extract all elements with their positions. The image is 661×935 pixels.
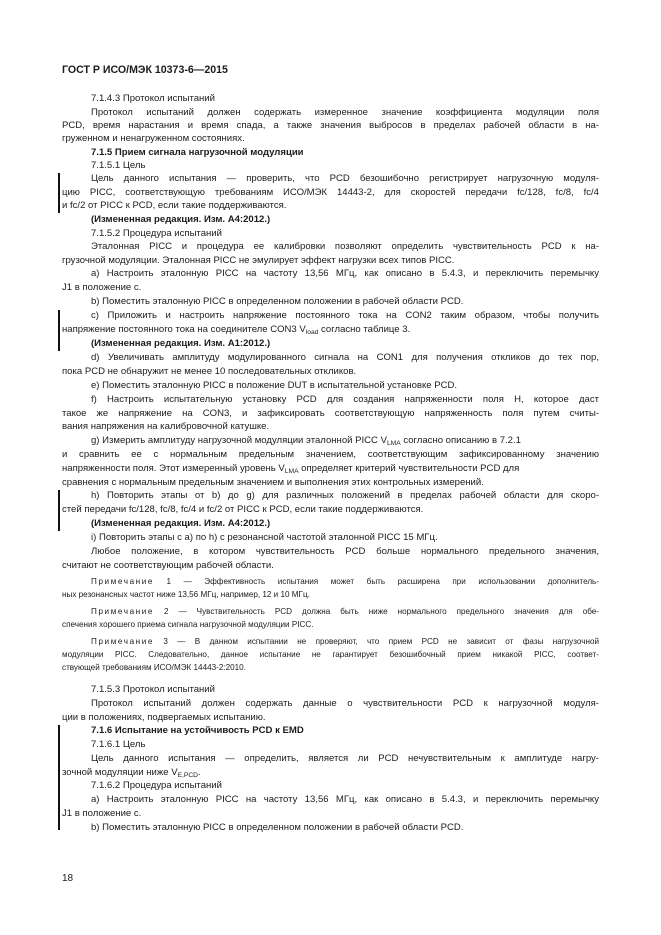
page-number: 18 [62, 873, 74, 884]
text-run: g) Измерить амплитуду нагрузочной модуляции эталонной PICC V [91, 435, 387, 446]
note-line [91, 636, 599, 647]
step-item: a) Настроить эталонную PICC на частоту 13,56 МГц, как описано в 5.4.3, и переключить перемычку [91, 794, 599, 805]
text-line: Цель данного испытания — определить, является ли PCD нечувствительным к амплитуде нагру- [91, 753, 599, 764]
step-item [91, 435, 521, 447]
text-line: и fc/2 от PICC к PCD, если такие поддерживаются. [62, 200, 287, 211]
text-run: зочной модуляции ниже V [62, 767, 178, 778]
note-line [91, 606, 599, 617]
text-line: PCD, время нарастания и время спада, а также значения выбросов в пределах рабочей области в на- [62, 120, 599, 131]
text-run: . [197, 767, 201, 778]
text-line: цию PICC, соответствующую требованиям ИСО/МЭК 14443-2, для скоростей передачи fc/128, fc/8, fc/4 [62, 187, 599, 198]
section-heading: 7.1.6.1 Цель [91, 739, 146, 750]
step-item: f) Настроить испытательную установку PCD для создания напряженности поля H, которое даст [91, 394, 599, 405]
step-item: b) Поместить эталонную PICC в определенном положении в рабочей области PCD. [91, 296, 464, 307]
step-item: i) Повторить этапы с a) по h) с резонансной частотой эталонной PICC 15 МГц. [91, 532, 438, 543]
note-line: спечения хорошего приема сигнала нагрузочной модуляции PICC. [62, 620, 314, 629]
text-run: 1 — Эффективность испытания может быть расширена при использовании дополнитель- [154, 577, 599, 586]
text-run: согласно таблице 3. [318, 324, 411, 335]
text-line: J1 в положение с. [62, 808, 142, 819]
section-heading: 7.1.5.3 Протокол испытаний [91, 684, 215, 695]
note-label: Примечание [91, 607, 155, 616]
document-header: ГОСТ Р ИСО/МЭК 10373-6—2015 [62, 64, 228, 76]
text-line: стей передачи fc/128, fc/8, fc/4 и fc/2 от PICC к PCD, если такие поддерживаются. [62, 504, 424, 515]
subscript: LMA [386, 440, 401, 447]
note-line [91, 576, 599, 587]
section-heading: 7.1.5.2 Процедура испытаний [91, 228, 222, 239]
amendment-note: (Измененная редакция. Изм. А1:2012.) [91, 338, 271, 349]
text-line: ции в положениях, подвергаемых испытанию. [62, 712, 266, 723]
text-line: и сравнить ее с нормальным предельным значением, соответствующим зафиксированному значению [62, 449, 599, 460]
text-line: пока PCD не обнаружит не менее 10 последовательных откликов. [62, 366, 357, 377]
note-line: ных резонансных частот ниже 13,56 МГц, например, 12 и 10 МГц. [62, 590, 310, 599]
section-heading: 7.1.5 Прием сигнала нагрузочной модуляции [91, 147, 304, 158]
step-item: e) Поместить эталонную PICC в положение DUT в испытательной установке PCD. [91, 380, 458, 391]
step-item: h) Повторить этапы от b) до g) для различных положений в пределах рабочей области для скоро- [91, 490, 599, 501]
change-bar [58, 490, 60, 531]
text-line: грузочной модуляции. Эталонная PICC не эмулирует эффект нагрузки всех типов PICC. [62, 255, 455, 266]
text-line [62, 767, 201, 779]
subscript: E,PCD [177, 772, 198, 779]
note-line: ствующей требованиям ИСО/МЭК 14443-2:2010. [62, 663, 246, 672]
text-run: напряженности поля. Этот измеренный уровень V [62, 463, 285, 474]
text-line: J1 в положение с. [62, 282, 142, 293]
text-line: сравнения с нормальным предельным значением и выполнения этих контрольных измерений. [62, 477, 484, 488]
text-line [62, 463, 519, 475]
text-run: напряжение постоянного тока на соединителе CON3 V [62, 324, 306, 335]
text-run: 2 — Чувствительность PCD должна быть ниже нормального предельного значения для обе- [154, 607, 599, 616]
amendment-note: (Измененная редакция. Изм. А4:2012.) [91, 518, 271, 529]
change-bar [58, 173, 60, 213]
text-line: Протокол испытаний должен содержать данные о чувствительности PCD к нагрузочной модуля- [91, 698, 599, 709]
section-heading: 7.1.4.3 Протокол испытаний [91, 93, 215, 104]
amendment-note: (Измененная редакция. Изм. А4:2012.) [91, 214, 271, 225]
text-line: считают не соответствующим рабочей области. [62, 560, 274, 571]
text-line: такое же напряжение на CON3, и зафиксировать соответствующую напряженность поля путем считы- [62, 408, 599, 419]
note-label: Примечание [91, 577, 155, 586]
step-item: b) Поместить эталонную PICC в определенном положении в рабочей области PCD. [91, 822, 464, 833]
change-bar [58, 310, 60, 351]
text-line: Эталонная PICC и процедура ее калибровки позволяют определить чувствительность PCD к на- [91, 241, 599, 252]
step-item: d) Увеличивать амплитуду модулированного сигнала на CON1 для получения откликов до тех пор, [91, 352, 599, 363]
note-line: модуляции PICC. Следовательно, данное испытание не гарантирует безошибочный прием никакой PICC, соответ- [62, 650, 599, 659]
section-heading: 7.1.5.1 Цель [91, 160, 146, 171]
text-line [62, 324, 410, 336]
note-label: Примечание [91, 637, 155, 646]
text-line: Протокол испытаний должен содержать измеренное значение коэффициента модуляции поля [91, 107, 599, 118]
text-line: Цель данного испытания — проверить, что PCD безошибочно регистрирует нагрузочную модуля- [91, 173, 599, 184]
text-line: груженном и ненагруженном состояниях. [62, 133, 245, 144]
section-heading: 7.1.6.2 Процедура испытаний [91, 780, 222, 791]
section-heading: 7.1.6 Испытание на устойчивость PCD к EMD [91, 725, 304, 736]
change-bar [58, 725, 60, 830]
text-run: 3 — В данном испытании не проверяют, что прием PCD не зависит от фазы нагрузочной [154, 637, 599, 646]
text-line: вания напряжения на калибровочной катушке. [62, 421, 270, 432]
step-item: c) Приложить и настроить напряжение постоянного тока на CON2 таким образом, чтобы получить [91, 310, 599, 321]
subscript: load [305, 329, 319, 336]
text-run: определяет критерий чувствительности PCD для [298, 463, 520, 474]
text-line: Любое положение, в котором чувствительность PCD больше нормального предельного значения, [91, 546, 599, 557]
step-item: a) Настроить эталонную PICC на частоту 13,56 МГц, как описано в 5.4.3, и переключить перемычку [91, 268, 599, 279]
subscript: LMA [284, 468, 299, 475]
text-run: согласно описанию в 7.2.1 [400, 435, 521, 446]
